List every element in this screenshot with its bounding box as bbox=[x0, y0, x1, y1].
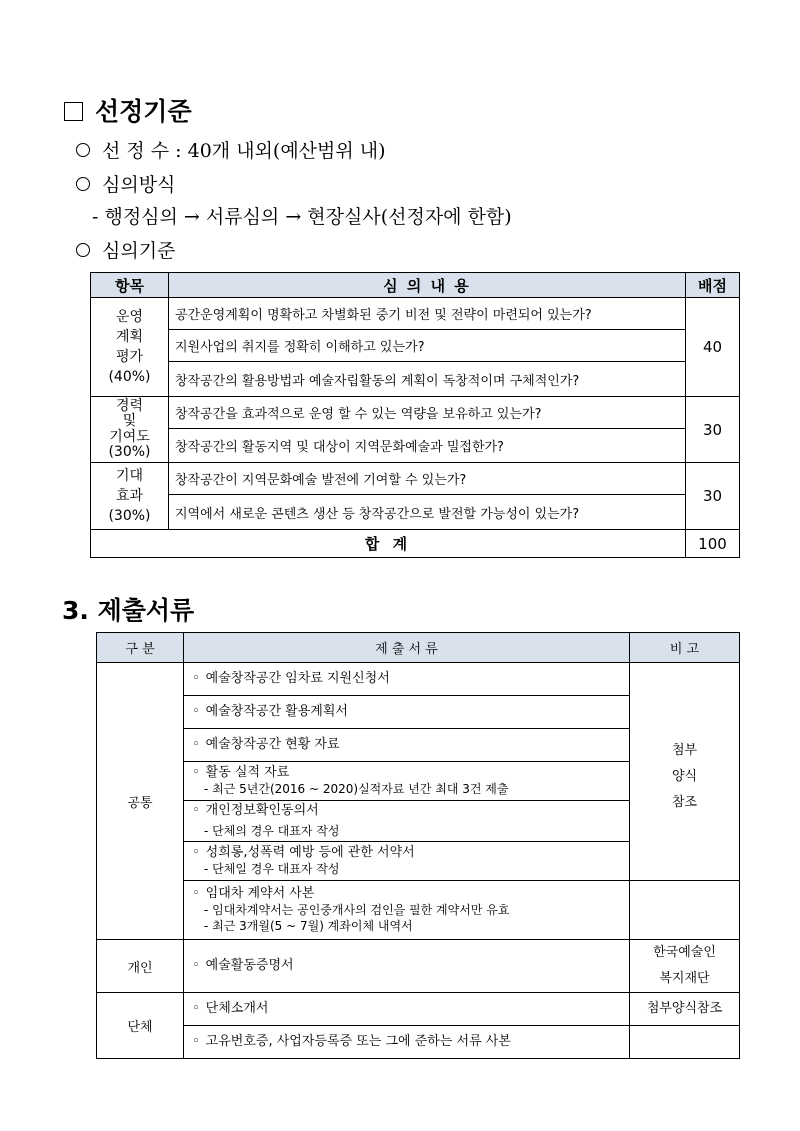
header-category: 구 분 bbox=[97, 633, 184, 663]
doc-item: ◦ 예술창작공간 현황 자료 bbox=[184, 729, 630, 762]
table-row bbox=[91, 330, 740, 362]
criteria-text: 창작공간을 효과적으로 운영 할 수 있는 역량을 보유하고 있는가? bbox=[169, 397, 686, 429]
table-header-row bbox=[91, 273, 740, 298]
doc-item: ◦ 임대차 계약서 사본 - 임대차계약서는 공인중개사의 검인을 필한 계약서만 유효 - 최근 3개월(5 ~ 7월) 계좌이체 내역서 bbox=[184, 881, 630, 940]
table-row bbox=[97, 940, 740, 993]
score-cell: 30 bbox=[686, 397, 740, 463]
review-criteria-table bbox=[90, 272, 740, 558]
table-row bbox=[91, 298, 740, 330]
doc-sub-note: - 최근 3개월(5 ~ 7월) 계좌이체 내역서 bbox=[204, 919, 413, 933]
doc-sub-note: - 최근 5년간(2016 ~ 2020)실적자료 년간 최대 3건 제출 bbox=[204, 782, 509, 796]
table-row bbox=[91, 362, 740, 397]
criteria-text: 창작공간의 활동지역 및 대상이 지역문화예술과 밀접한가? bbox=[169, 429, 686, 463]
table-row bbox=[91, 495, 740, 530]
category-cell: 경력 및 기여도 (30%) bbox=[91, 397, 169, 463]
header-item: 항목 bbox=[91, 273, 169, 298]
group-common-label: 공통 bbox=[97, 663, 184, 940]
group-organization-label: 단체 bbox=[97, 993, 184, 1059]
header-content: 심 의 내 용 bbox=[169, 273, 686, 298]
table-row bbox=[97, 993, 740, 1026]
table-row bbox=[97, 881, 740, 940]
header-score: 배점 bbox=[686, 273, 740, 298]
doc-sub-note: - 단체의 경우 대표자 작성 bbox=[204, 824, 340, 838]
table-row bbox=[97, 663, 740, 696]
table-row bbox=[91, 463, 740, 495]
criteria-text: 창작공간이 지역문화예술 발전에 기여할 수 있는가? bbox=[169, 463, 686, 495]
table-row bbox=[91, 397, 740, 429]
table-row bbox=[91, 429, 740, 463]
criteria-text: 창작공간의 활용방법과 예술자립활동의 계획이 독창적이며 구체적인가? bbox=[169, 362, 686, 397]
doc-item: ◦ 예술창작공간 임차료 지원신청서 bbox=[184, 663, 630, 696]
criteria-text: 지역에서 새로운 콘텐츠 생산 등 창작공간으로 발전할 가능성이 있는가? bbox=[169, 495, 686, 530]
criteria-item-method: 심의방식 bbox=[76, 170, 175, 197]
checkbox-square-icon bbox=[64, 102, 83, 121]
score-cell: 40 bbox=[686, 298, 740, 397]
criteria-item-process: - 행정심의 → 서류심의 → 현장실사(선정자에 한함) bbox=[92, 206, 512, 228]
total-score: 100 bbox=[686, 530, 740, 558]
organization-note: 첨부양식참조 bbox=[630, 993, 740, 1026]
criteria-text: 지원사업의 취지를 정확히 이해하고 있는가? bbox=[169, 330, 686, 362]
circle-bullet-icon bbox=[76, 243, 90, 257]
group-individual-label: 개인 bbox=[97, 940, 184, 993]
table-header-row bbox=[97, 633, 740, 663]
submission-docs-table bbox=[96, 632, 740, 1059]
common-note: 첨부 양식 참조 bbox=[630, 663, 740, 881]
criteria-text: 공간운영계획이 명확하고 차별화된 중기 비전 및 전략이 마련되어 있는가? bbox=[169, 298, 686, 330]
doc-item: ◦ 성희롱,성폭력 예방 등에 관한 서약서 - 단체일 경우 대표자 작성 bbox=[184, 842, 630, 881]
total-label: 합 계 bbox=[91, 530, 686, 558]
score-cell: 30 bbox=[686, 463, 740, 530]
doc-sub-note: - 임대차계약서는 공인중개사의 검인을 필한 계약서만 유효 bbox=[204, 903, 510, 917]
table-row bbox=[97, 1026, 740, 1059]
header-documents: 제 출 서 류 bbox=[184, 633, 630, 663]
empty-note-cell bbox=[630, 881, 740, 940]
circle-bullet-icon bbox=[76, 177, 90, 191]
criteria-item-standards: 심의기준 bbox=[76, 236, 175, 263]
total-row bbox=[91, 530, 740, 558]
doc-item: ◦ 개인정보확인동의서 - 단체의 경우 대표자 작성 bbox=[184, 801, 630, 842]
circle-bullet-icon bbox=[76, 143, 90, 157]
criteria-item-count: 선 정 수 : 40개 내외(예산범위 내) bbox=[76, 136, 386, 163]
doc-item: ◦ 예술활동증명서 bbox=[184, 940, 630, 993]
individual-note: 한국예술인 복지재단 bbox=[630, 940, 740, 993]
doc-item: ◦ 예술창작공간 활용계획서 bbox=[184, 696, 630, 729]
category-cell: 운영 계획 평가 (40%) bbox=[91, 298, 169, 397]
doc-item: ◦ 활동 실적 자료 - 최근 5년간(2016 ~ 2020)실적자료 년간 최대 3건 제출 bbox=[184, 762, 630, 801]
doc-item: ◦ 고유번호증, 사업자등록증 또는 그에 준하는 서류 사본 bbox=[184, 1026, 630, 1059]
doc-item: ◦ 단체소개서 bbox=[184, 993, 630, 1026]
doc-sub-note: - 단체일 경우 대표자 작성 bbox=[204, 862, 340, 876]
category-cell: 기대 효과 (30%) bbox=[91, 463, 169, 530]
criteria-heading: 선정기준 bbox=[64, 92, 192, 128]
docs-heading: 3. 제출서류 bbox=[62, 596, 195, 625]
header-note: 비 고 bbox=[630, 633, 740, 663]
empty-note-cell bbox=[630, 1026, 740, 1059]
